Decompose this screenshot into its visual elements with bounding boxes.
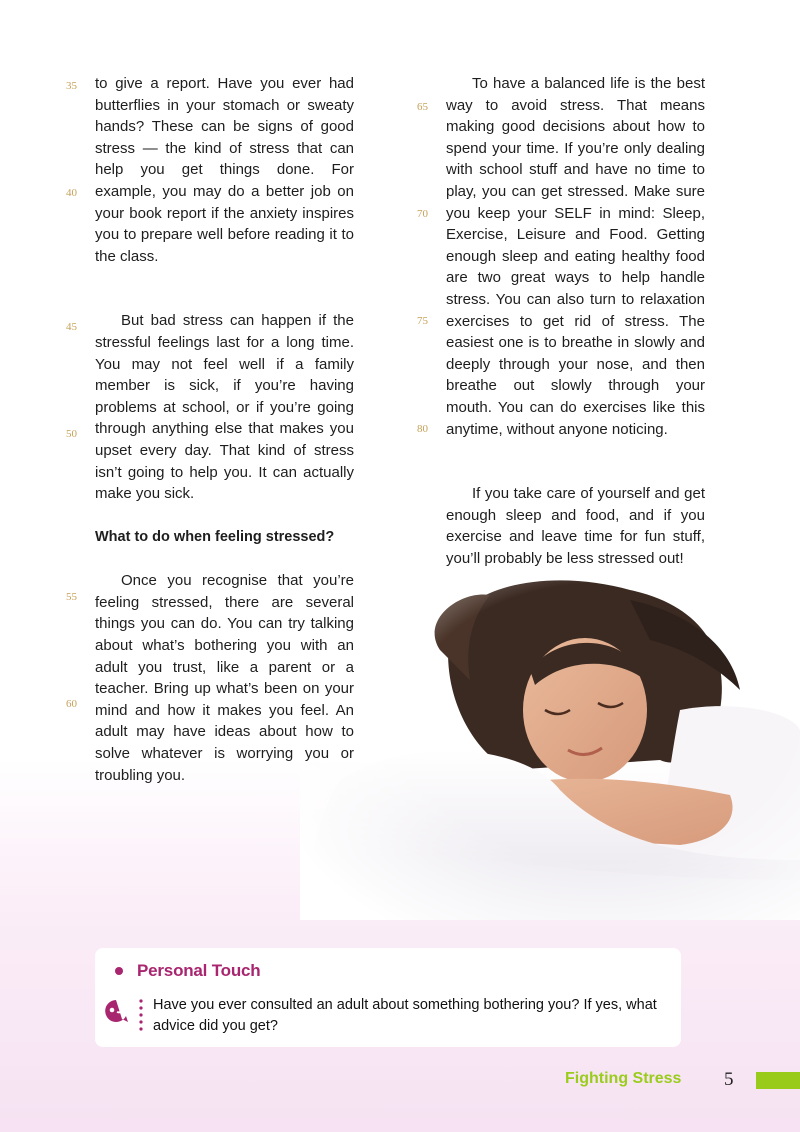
right-paragraph-1: To have a balanced life is the best way to avoid stress. That means making good decisions about how to spend your time. If you’re only dealing with school stuff and have no time to play, you can get stressed. Make sure you keep your SELF in mind: Sleep, Exercise, Leisure and Food. Getting enough sleep and eating healthy food are two great ways to help handle stress. You can also turn to relaxation exercises to get rid of stress. The easiest one is to breathe in slowly and deeply through your nose, and then breathe out slowly through your mouth. You can do exercises like this anytime, without anyone noticing. [446, 75, 705, 438]
girl-sleeping-photo [300, 560, 800, 920]
line-number: 80 [417, 423, 428, 435]
speech-bubble-icon [103, 998, 129, 1029]
footer-accent-bar [756, 1072, 800, 1089]
line-number: 35 [66, 80, 77, 92]
left-paragraph-1: to give a report. Have you ever had butterflies in your stomach or sweaty hands? These can be signs of good stress — the kind of stress that can help you get things done. For example, you may do a better job on your book report if the anxiety inspires you to prepare well before reading it to the class. [95, 75, 354, 265]
left-column [95, 73, 354, 786]
line-number: 70 [417, 208, 428, 220]
line-number: 65 [417, 101, 428, 113]
right-column [446, 73, 705, 569]
line-number: 60 [66, 698, 77, 710]
bullet-icon [115, 967, 123, 975]
line-number: 45 [66, 321, 77, 333]
line-number: 40 [66, 187, 77, 199]
dotted-divider-icon [138, 998, 144, 1039]
right-paragraph-2: If you take care of yourself and get enough sleep and food, and if you exercise and leave time for fun stuff, you’ll probably be less stressed out! [446, 485, 705, 567]
line-number: 55 [66, 591, 77, 603]
personal-touch-title: Personal Touch [137, 961, 261, 980]
personal-touch-question: Have you ever consulted an adult about something bothering you? If yes, what advice did you get? [153, 997, 657, 1034]
line-number: 50 [66, 428, 77, 440]
left-paragraph-3: Once you recognise that you’re feeling stressed, there are several things you can do. You can try talking about what’s bothering you with an adult you trust, like a parent or a teacher. Bring up what’s been on your mind and how it makes you feel. An adult may have ideas about how to solve whatever is worrying you or troubling you. [95, 572, 354, 784]
personal-touch-box [95, 948, 681, 1047]
page-number: 5 [724, 1069, 734, 1090]
section-heading: What to do when feeling stressed? [95, 528, 335, 545]
line-number: 75 [417, 315, 428, 327]
left-paragraph-2: But bad stress can happen if the stressful feelings last for a long time. You may not feel well if a family member is sick, if you’re having problems at school, or if you’re going through anything else that makes you upset every day. That kind of stress isn’t going to help you. It can actually make you sick. [95, 312, 354, 503]
footer-title: Fighting Stress [565, 1070, 682, 1087]
